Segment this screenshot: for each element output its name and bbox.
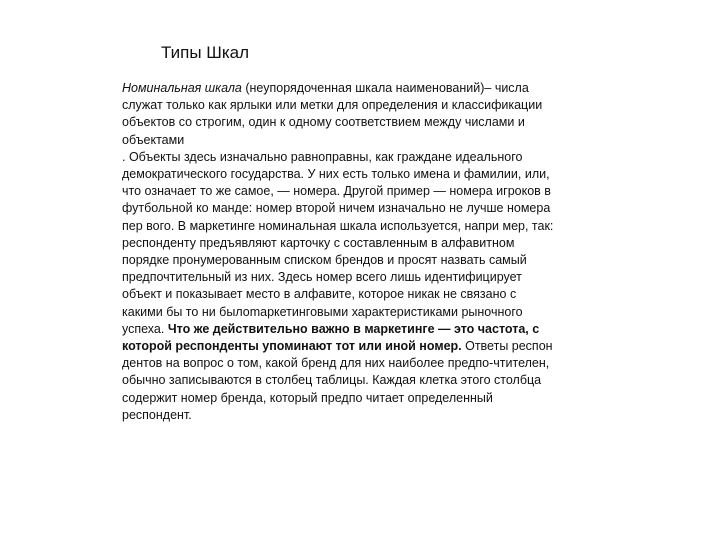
text-line: какими бы то ни былоmаркетинговыми характеристиками рыночного — [122, 304, 523, 319]
emphasis-text: которой респонденты упоминают тот или иной номер. — [122, 339, 462, 354]
text-line: пер вого. В маркетинге номинальная шкала используется, напри мер, так: — [122, 218, 554, 233]
text-line: служат только как ярлыки или метки для определения и классификации — [122, 98, 543, 113]
text-line: содержит номер бренда, который предпо читает определенный — [122, 390, 493, 405]
text-line: объектов со строгим, один к одному соответствием между числами и — [122, 115, 525, 130]
text-line: что означает то же самое, — номера. Другой пример — номера игроков в — [122, 184, 551, 199]
text-line: демократического государства. У них есть только имена и фамилии, или, — [122, 167, 550, 182]
text-line: . Объекты здесь изначально равноправны, как граждане идеального — [122, 149, 523, 164]
slide-body-text — [122, 80, 614, 424]
text-fragment: Ответы респон — [461, 339, 553, 354]
text-line: дентов на вопрос о том, какой бренд для них наиболее предпо-чтителен, — [122, 356, 550, 371]
emphasis-text: Что же действительно важно в маркетинге — это частота, с — [167, 321, 540, 336]
text-line — [122, 321, 614, 338]
text-line: обычно записываются в столбец таблицы. Каждая клетка этого столбца — [122, 373, 542, 388]
text-line: респондент. — [122, 407, 192, 422]
text-line: порядке пронумерованным списком брендов и просят назвать самый — [122, 253, 527, 268]
slide-title: Типы Шкал — [161, 43, 250, 62]
text-line — [122, 80, 614, 97]
text-fragment: (неупорядоченная шкала наименований)– числа — [241, 81, 529, 95]
text-line: объектами — [122, 132, 185, 147]
text-line: футбольной ко манде: номер второй ничем изначально не лучше номера — [122, 201, 551, 216]
text-fragment: успеха. — [122, 321, 168, 336]
text-line — [122, 338, 614, 355]
text-line: респонденту предъявляют карточку с составленным в алфавитном — [122, 235, 515, 250]
text-line: объект и показывает место в алфавите, которое никак не связано с — [122, 287, 517, 302]
term-nominal-scale: Номинальная шкала — [122, 81, 242, 95]
text-line: предпочтительный из них. Здесь номер всего лишь идентифицирует — [122, 270, 522, 285]
